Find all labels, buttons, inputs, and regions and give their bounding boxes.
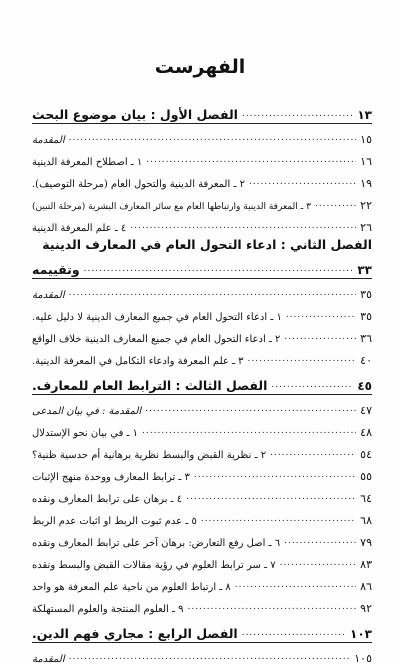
entry-page: ٤٠ — [360, 354, 372, 367]
toc-entry[interactable] — [32, 395, 372, 417]
leader-dots — [280, 558, 357, 568]
entry-label: المقدمة — [32, 290, 65, 301]
entry-page: ١٩ — [360, 177, 372, 190]
leader-dots — [201, 514, 356, 524]
chapter-2-title-line2: وتقييمه — [32, 262, 80, 277]
leader-dots — [69, 133, 357, 143]
entry-page: ٧٩ — [360, 536, 372, 549]
toc-entry[interactable] — [32, 549, 372, 571]
entry-page: ٩٢ — [360, 602, 372, 615]
leader-dots — [146, 155, 356, 165]
leader-dots — [284, 536, 356, 546]
toc-entry[interactable] — [32, 146, 372, 168]
chapter-3-entry[interactable] — [32, 371, 372, 393]
entry-page: ٥٥ — [360, 470, 372, 483]
leader-dots — [187, 602, 356, 612]
toc-entry[interactable] — [32, 301, 372, 323]
entry-page: ٦٨ — [360, 514, 372, 527]
leader-dots — [242, 628, 346, 638]
entry-page: ٤٨ — [360, 426, 372, 439]
leader-dots — [286, 310, 356, 320]
toc-entry[interactable] — [32, 417, 372, 439]
toc-entry[interactable] — [32, 527, 372, 549]
leader-dots — [284, 332, 356, 342]
entry-label: ٢ ـ ادعاء التحول العام في جميع المعارف الدينية خلاف الواقع — [32, 334, 281, 345]
toc-entry[interactable] — [32, 124, 372, 146]
entry-label: ٣ ـ المعرفة الدينية وارتباطها العام مع سائر المعارف البشرية (مرحلة التبين) — [32, 202, 311, 212]
entry-label: ٢ ـ نظرية القبض والبسط نظرية برهانية أم حدسية ظنية؟ — [32, 450, 267, 461]
entry-label: المقدمة — [32, 654, 65, 665]
entry-page: ٢٢ — [360, 199, 372, 212]
chapter-4-entry[interactable] — [32, 619, 372, 641]
leader-dots — [248, 354, 357, 364]
chapter-1-entry[interactable] — [32, 100, 372, 122]
chapter-3-page: ٤٥ — [357, 379, 372, 393]
chapter-2-line2 — [32, 255, 372, 277]
toc-entry[interactable] — [32, 190, 372, 212]
table-of-contents — [32, 96, 372, 665]
leader-dots — [145, 404, 356, 414]
toc-entry[interactable] — [32, 505, 372, 527]
leader-dots — [270, 448, 356, 458]
entry-page: ٢٦ — [360, 221, 372, 234]
leader-dots — [249, 177, 356, 187]
entry-page: ٣٥ — [360, 310, 372, 323]
entry-label: ١ ـ في بيان نحو الإستدلال — [32, 428, 139, 439]
entry-page: ٨٣ — [360, 558, 372, 571]
chapter-4-title: الفصل الرابع : مجاري فهم الدين. — [32, 626, 238, 641]
entry-page: ٥٤ — [360, 448, 372, 461]
entry-label: ٧ ـ سر ترابط العلوم في رؤية مقالات القبض والبسط ونقده — [32, 560, 276, 571]
toc-entry[interactable] — [32, 279, 372, 301]
entry-label: ٦ ـ اصل رفع التعارض: برهان آخر على ترابط المعارف ونقده — [32, 538, 281, 549]
toc-entry[interactable] — [32, 439, 372, 461]
leader-dots — [142, 426, 356, 436]
leader-dots — [130, 221, 356, 231]
leader-dots — [84, 264, 354, 274]
entry-label: ٤ ـ برهان على ترابط المعارف ونقده — [32, 494, 183, 505]
leader-dots — [186, 492, 356, 502]
leader-dots — [69, 288, 357, 298]
entry-page: ٣٦ — [360, 332, 372, 345]
leader-dots — [242, 109, 353, 119]
chapter-2-page: ٣٣ — [357, 263, 372, 277]
toc-entry[interactable] — [32, 461, 372, 483]
entry-label: ٩ ـ العلوم المنتجة والعلوم المستهلكة — [32, 604, 184, 615]
leader-dots — [235, 580, 356, 590]
entry-page: ١٥ — [360, 133, 372, 146]
entry-label: ١ ـ اصطلاح المعرفة الدينية — [32, 157, 143, 168]
chapter-2-title-line1: الفصل الثاني : ادعاء التحول العام في المعارف الدينية — [42, 237, 372, 252]
entry-label: ٢ ـ المعرفة الدينية والتحول العام (مرحلة التوصيف). — [32, 179, 245, 190]
leader-dots — [69, 652, 351, 662]
entry-label: ٤ ـ علم المعرفة الدينية — [32, 223, 127, 234]
toc-entry[interactable] — [32, 323, 372, 345]
entry-label: ٣ ـ علم المعرفة وادعاء التكامل في المعرفة الدينية. — [32, 356, 244, 367]
entry-page: ٣٥ — [360, 288, 372, 301]
entry-label: ٥ ـ عدم ثبوت الربط او اثبات عدم الربط — [32, 516, 197, 527]
chapter-3-title: الفصل الثالث : الترابط العام للمعارف. — [32, 378, 268, 393]
entry-label: ١ ـ ادعاء التحول العام في جميع المعارف الدينية لا دليل عليه. — [32, 312, 282, 323]
entry-page: ٨٦ — [360, 580, 372, 593]
toc-entry[interactable] — [32, 483, 372, 505]
chapter-1-title: الفصل الأول : بيان موضوع البحث — [32, 107, 238, 122]
toc-entry[interactable] — [32, 345, 372, 367]
toc-entry[interactable] — [32, 212, 372, 234]
toc-entry[interactable] — [32, 168, 372, 190]
toc-entry[interactable] — [32, 593, 372, 615]
entry-label: المقدمة : في بيان المدعى — [32, 406, 142, 417]
entry-label: ٨ ـ ارتباط العلوم من ناحية علم المعرفة هو واحد — [32, 582, 231, 593]
toc-entry[interactable] — [32, 643, 372, 665]
toc-entry[interactable] — [32, 571, 372, 593]
chapter-2-entry[interactable] — [32, 234, 372, 277]
entry-label: ٣ ـ ترابط المعارف ووحدة منهج الإثبات — [32, 472, 190, 483]
entry-label: المقدمة — [32, 135, 65, 146]
entry-page: ١٦ — [360, 155, 372, 168]
leader-dots — [194, 470, 356, 480]
leader-dots — [271, 380, 353, 390]
entry-page: ١٠٥ — [354, 652, 372, 665]
chapter-4-page: ١٠٣ — [350, 627, 372, 641]
leader-dots — [315, 199, 356, 209]
entry-page: ٤٧ — [360, 404, 372, 417]
page-title: الفهرست — [154, 56, 246, 78]
chapter-1-page: ١٣ — [357, 108, 372, 122]
entry-page: ٦٤ — [360, 492, 372, 505]
